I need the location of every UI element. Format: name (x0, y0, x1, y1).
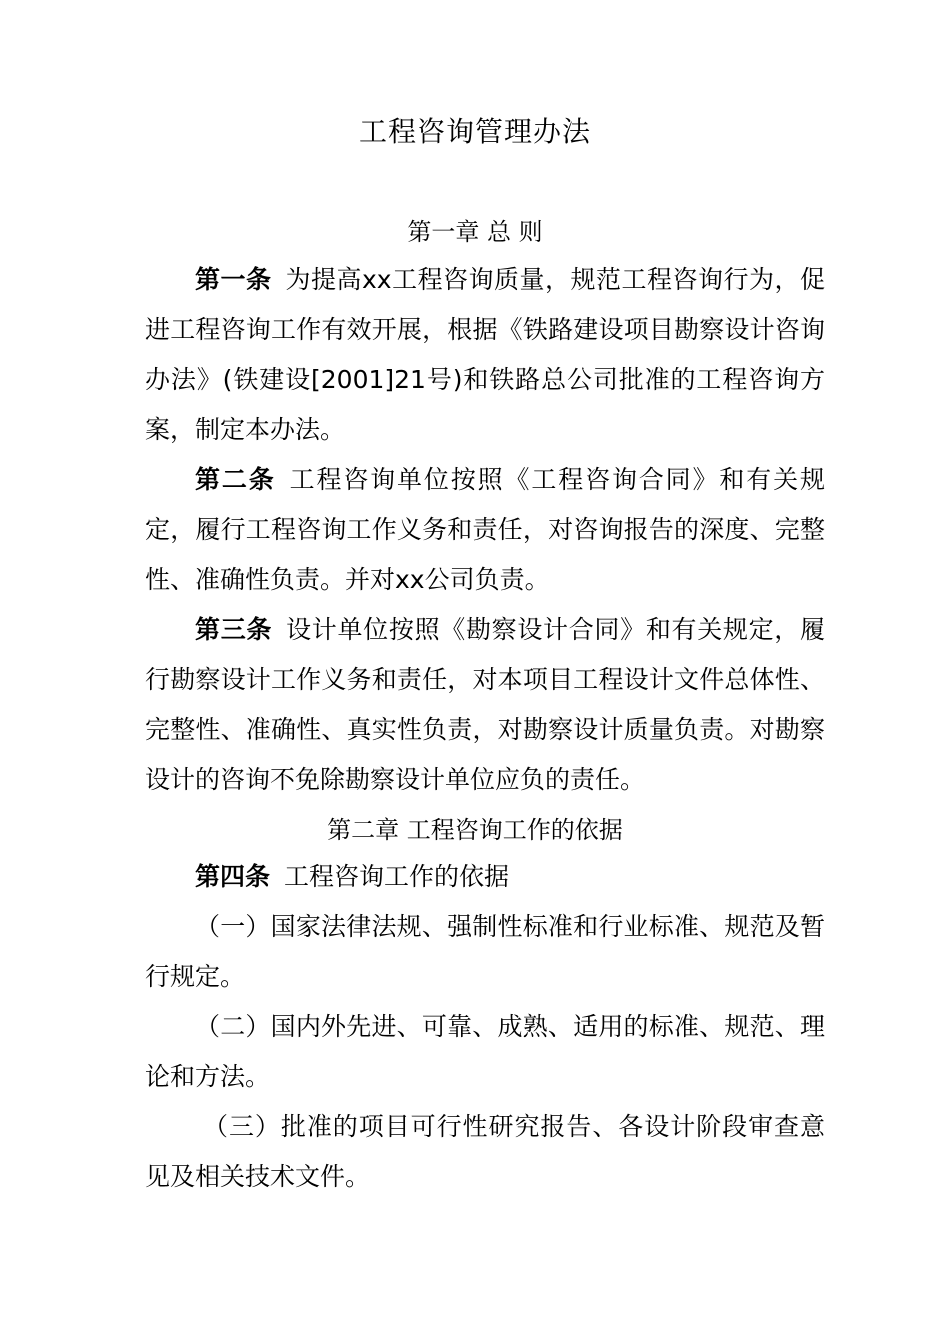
article-3 (145, 605, 825, 805)
basis-item-1 (145, 902, 825, 1002)
article-1-text: 为提高xx工程咨询质量，规范工程咨询行为，促进工程咨询工作有效开展，根据《铁路建设项目勘察设计咨询办法》(铁建设[2001]21号)和铁路总公司批准的工程咨询方案，制定本办法。 (145, 265, 825, 444)
article-3-label: 第三条 (195, 615, 273, 644)
article-4-label: 第四条 (195, 862, 271, 891)
article-2-text: 工程咨询单位按照《工程咨询合同》和有关规定，履行工程咨询工作义务和责任，对咨询报告的深度、完整性、准确性负责。并对xx公司负责。 (145, 465, 825, 594)
article-4 (145, 852, 825, 902)
article-2 (145, 455, 825, 605)
article-2-label: 第二条 (195, 465, 276, 494)
basis-item-2-text: （二）国内外先进、可靠、成熟、适用的标准、规范、理论和方法。 (145, 1012, 825, 1091)
basis-item-3 (145, 1102, 825, 1202)
chapter-2-heading: 第二章 工程咨询工作的依据 (327, 816, 623, 844)
article-1-label: 第一条 (195, 265, 272, 294)
article-1 (145, 255, 825, 455)
basis-item-3-text: （三）批准的项目可行性研究报告、各设计阶段审查意见及相关技术文件。 (145, 1112, 825, 1191)
document-title: 工程咨询管理办法 (358, 115, 591, 148)
basis-item-2 (145, 1002, 825, 1102)
article-3-text: 设计单位按照《勘察设计合同》和有关规定，履行勘察设计工作义务和责任，对本项目工程设计文件总体性、完整性、准确性、真实性负责，对勘察设计质量负责。对勘察设计的咨询不免除勘察设计单位应负的责任。 (145, 615, 825, 794)
basis-item-1-text: （一）国家法律法规、强制性标准和行业标准、规范及暂行规定。 (145, 912, 825, 991)
article-4-text: 工程咨询工作的依据 (284, 862, 510, 891)
chapter-1-heading: 第一章 总 则 (407, 218, 543, 246)
